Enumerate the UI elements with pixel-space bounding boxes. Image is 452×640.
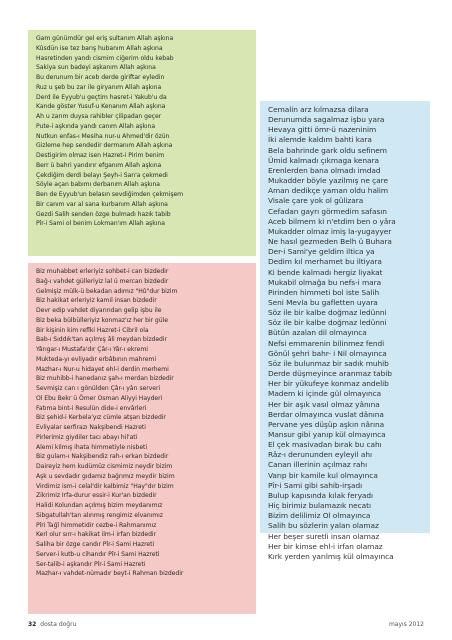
poem-line: Ümid kalmadı çıkmaga kenara (268, 155, 379, 165)
poem-line: Berdar olmayınca vuslat dânına (268, 409, 384, 419)
poem-line: Canan illerinin açılmaz rahı (268, 460, 368, 470)
poem-line: Bir canım var al sana kurbanım Allah aşkına (36, 200, 168, 208)
poem-line: Gelmişiz mülk-ü bekadan adımız "Hû"dur bizim (36, 287, 178, 295)
poem-line: Pirinden himmeti bol iste Salih (268, 287, 380, 297)
poem-line: Bütün azalan dil olmayınca (268, 328, 367, 338)
poem-line: Biz şehid-i Kerbela'yız cümle atşan bizdedir (36, 414, 166, 422)
poem-box-blue (260, 101, 430, 561)
poem-line: Biz muhibb-i hanedanız şah-ı merdan bizdedir (36, 375, 174, 383)
poem-line: Virdimiz ism-i celal'dir kalbimiz "Hay"dır bizim (36, 482, 174, 490)
poem-box-green (28, 30, 256, 256)
poem-line: Fatıma bint-i Resulün dide-i envârleri (36, 404, 147, 412)
poem-line: El çek masivadan bırak bu cahı (268, 440, 382, 450)
poem-line: Madem ki içinde gül olmayınca (268, 389, 382, 399)
poem-line: Söyle açan babımı derbanım Allah aşkına (36, 181, 160, 189)
poem-line: Çekdiğim derdi belayı Şeyh-i San'a çekmedi (36, 171, 168, 179)
poem-line: Gam günümdür gel eriş sultanım Allah aşkına (36, 35, 174, 42)
poem-line: Pîr-i Sami ol benim Lokman'ım Allah aşkına (36, 220, 165, 228)
poem-line: Râz-ı derununden eyleyil ahı (268, 450, 372, 460)
poem-line: Söz ile bir kalbe doğmaz ledünni (268, 308, 387, 318)
poem-line: Nefsi emmarenin bilinmez fendi (268, 338, 385, 348)
poem-line: Bu derunum bir aceb derde giriftar eyledin (36, 74, 165, 81)
poem-line: Kırk yerden yarılmış kül olmayınca (268, 551, 394, 561)
magazine-name: dosta doğru (40, 621, 77, 628)
poem-line: Sibgatullah'tan alınmış rengimiz elvanımız (36, 511, 163, 519)
poem-line: Daireyiz hem kudümüz cismimiz neydir bizim (36, 463, 173, 470)
poem-line: Cefadan gayrı görmedim safasın (268, 206, 387, 216)
poem-line: Mukadder böyle yazilmış ne çare (268, 176, 388, 186)
poem-line: Visale çare yok ol gülizara (268, 196, 364, 206)
poem-line: Zikrimiz Irfa-durur essir-i Kur'an bizdedir (36, 492, 157, 500)
poem-line: Her bir aşık vasıl olmaz yânına (268, 399, 380, 409)
poem-line: Aşk u sevdadır gıdamız bağrımız meydir bizim (36, 472, 175, 480)
poem-line: Der-i Sami'ye geldim iltica ya (268, 247, 375, 257)
poem-line: Cemalin arz kılmazsa dilara (268, 105, 369, 114)
poem-line: Ah u zarım duysa rahibler çilipadan geçer (36, 113, 162, 120)
poem-line: Bela bahrinde gark oldu sefinem (268, 145, 387, 155)
page-number: 32 (28, 621, 37, 628)
footer-left (28, 621, 76, 628)
poem-line: Pîri Tağî himmetidir cezbe-i Rahmanımız (36, 521, 157, 529)
poem-line: Pute-i aşkında yandı canım Allah aşkına (36, 122, 156, 130)
poem-line: Bab-ı Sıddık'tan açılmış âli meydan bizdedir (36, 336, 167, 344)
poem-line: Pirlerimiz giydiler tacı abayı hil'ati (36, 433, 138, 441)
poem-line: Pîr-i Sami gibi sahib-irşadı (268, 480, 363, 490)
poem-line: Ruz u şeb bu zar ile giryanım Allah aşkına (36, 83, 162, 91)
poem-line: Derd ile Eyyub'u geçtim hasret-i Yakub'u da (36, 93, 167, 101)
poem-line: Devr edip vahdet diyarından gelip işbu ile (36, 307, 162, 314)
poem-line: Biz hakikat erleriyiz kamil insan bizdedir (36, 297, 157, 305)
poem-line: Mukadder olmaz imiş la-yugayyer (268, 226, 392, 236)
poem-line: Gönül şehri bahr- i Nil olmayınca (268, 348, 387, 358)
poem-line: Bulup kapısında kılak feryadı (268, 490, 374, 500)
poem-line: Söz ile bir kalbe doğmaz ledünni (268, 318, 387, 328)
poem-line: Bir kişinin kim refîki Hazret-i Cibril ola (36, 326, 149, 334)
poem-line: Seni Mevla bu gafletten uyara (268, 297, 378, 307)
poem-line: Mukabil olmağa bu nefs-i mara (268, 277, 382, 287)
poem-line: Bağ-ı vahdet gülleriyiz lal ü mercan bizdedir (36, 277, 169, 285)
poem-line: Bizim delilimiz Ol olmayınca (268, 511, 371, 521)
poem-line: Kande göster Yusuf-u Kenanım Allah aşkına (36, 103, 166, 111)
poem-line: Kûsdün ise tez barış hubanım Allah aşkına (36, 44, 163, 52)
poem-line: İki alemde kaldım bahti kara (268, 135, 372, 145)
poem-line: Sevmişiz can ı gönülden Çâr-ı yârı serveri (36, 385, 161, 392)
poem-line: Her bir yükufeye konmaz andelib (268, 379, 389, 389)
poem-line: Söz ile bulunmaz bir sadık muhib (268, 358, 389, 368)
poem-line: Ne hasıl gezmeden Belh ü Buhara (268, 237, 392, 247)
poem-line: Her bir kimse ehl-i irfan olamaz (268, 541, 383, 551)
poem-line: Hevaya gitti ömr-ü nazeninim (268, 125, 377, 135)
poem-line: Yârıgar-ı Mustafa'dır Çâr-ı Yâr-ı ekremi (36, 346, 148, 353)
poem-line: Ki bende kalmadı hergiz liyakat (268, 267, 383, 277)
poem-line: Aceb bilmem ki n'etdim ben o yâra (268, 216, 396, 226)
poem-line: Pervane yes düşüp aşkın nârına (268, 419, 385, 429)
poem-line: Hasretinden yandı cismim ciğerim oldu kebab (36, 54, 174, 62)
poem-line: Mukteda-yı evliyadır erbâbının mahremi (36, 355, 156, 363)
poem-line: Ser-talib-i aşkandır Pîr-i Sami Hazreti (36, 560, 146, 568)
poem-line: Mansur gibi yanıp kül olmayınca (268, 430, 386, 439)
poem-line: Gezdi Salih senden özge bulmadı hazık tabib (36, 210, 171, 218)
poem-line: Server-i kutb-u cihandır Pîr-i Sami Hazreti (36, 550, 160, 558)
poem-line: Salih bu sözlerin yalan olamaz (268, 521, 379, 531)
poem-line: Derunumda sagalmaz işbu yara (268, 115, 385, 125)
poem-box-pink (28, 263, 256, 614)
poem-line: Biz gulam-ı Nakşibendiz rah-ı erkan bizdedir (36, 453, 169, 461)
poem-line: Aman dedikçe yaman oldu halim (268, 186, 389, 196)
poem-line: Erenlerden bana olmadı imdad (268, 165, 381, 175)
poem-line: Berr ü bahri yandırır efganım Allah aşkına (36, 161, 162, 169)
poem-line: Nutkun enfas-ı Mesiha nur-u Ahmed'dir özün (36, 132, 170, 140)
poem-line: Alemi kilmış ihata himmetiyle nisbeti (36, 443, 148, 451)
poem-line: Hiç birimiz bulamazık necatı (268, 501, 371, 511)
poem-line: Mazhar-ı vahdet-nümadır beyt-i Rahman bizdedir (36, 570, 184, 578)
poem-line: Destigirim olmaz isen Hazret-i Pirim benim (36, 152, 165, 159)
poem-line: Dedim kıl merhamet bu iltiyara (268, 257, 382, 267)
poem-line: Biz beka bülbülleriyiz konmaz'ız her bir güle (36, 316, 168, 324)
poem-line: Ol Ebu Bekr ü Ömer Osman Aliyyi Hayderi (36, 394, 163, 402)
poem-line: Saliha bir özge candır Pîr-i Sami Hazreti (36, 541, 155, 548)
poem-line: Biz muhabbet erleriyiz sohbet-i can bizdedir (36, 268, 169, 275)
poem-line: Mazhar-ı Nur-u hidayet ehl-i derdin merhemi (36, 365, 169, 373)
poem-line: Halidi Kolundan açılmış bizim meydanımız (36, 502, 163, 509)
poem-line: Gizleme hep sendedir dermanım Allah aşkına (36, 142, 173, 150)
poem-line: Varıp bir kamile kul olmayınca (268, 470, 378, 480)
poem-line: Ben de Eyyub'un belasın sevdiğimden çekmişem (36, 191, 184, 198)
poem-line: Evliyalar serfirazı Nakşibendi Hazreti (36, 424, 146, 431)
poem-line: Sakiya sun badeyi aşkanım Allah aşkına (36, 64, 156, 72)
footer-date: mayıs 2012 (388, 621, 424, 628)
poem-line: Derde düşmeyince aranmaz tabib (268, 369, 392, 379)
poem-line: Kerl olur sırr-ı hakikat ilm-i irfan bizdedir (36, 531, 157, 539)
poem-line: Her beşer suretli insan olamaz (268, 531, 380, 541)
